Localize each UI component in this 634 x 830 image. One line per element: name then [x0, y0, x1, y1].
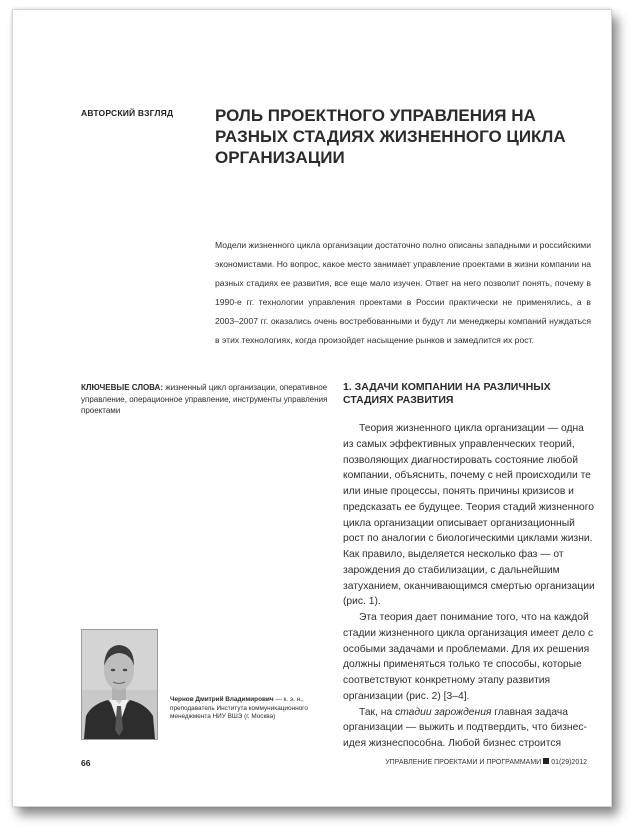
body-paragraph-3-end: главная задача организации — выжить и подтвердить, что бизнес-идея жизнеспособна. Любой бизнес строится: [343, 706, 587, 749]
square-bullet-icon: [543, 758, 549, 764]
body-paragraph-3: [343, 705, 595, 752]
author-name: Чернов Дмитрий Владимирович: [170, 696, 274, 703]
stage-term: стадии зарождения: [395, 706, 492, 718]
author-description: — к. э. н., преподаватель Института коммуникационного менеджмента НИУ ВШЭ (г. Москва): [170, 696, 308, 721]
journal-issue: 01(29)2012: [551, 759, 587, 766]
article-title: РОЛЬ ПРОЕКТНОГО УПРАВЛЕНИЯ НА РАЗНЫХ СТАДИЯХ ЖИЗНЕННОГО ЦИКЛА ОРГАНИЗАЦИИ: [215, 106, 566, 167]
keywords-text: жизненный цикл организации, оперативное управление, операционное управление, инструменты управления проектами: [81, 383, 328, 415]
keywords: [81, 382, 331, 417]
magazine-page: [12, 9, 612, 807]
keywords-label: КЛЮЧЕВЫЕ СЛОВА:: [81, 383, 163, 392]
body-column: [343, 421, 595, 752]
journal-footer: [385, 758, 587, 766]
body-paragraph-3-start: Так, на: [359, 706, 396, 718]
section-heading: 1. ЗАДАЧИ КОМПАНИИ НА РАЗЛИЧНЫХ СТАДИЯХ РАЗВИТИЯ: [343, 381, 551, 406]
author-portrait-icon: [82, 630, 157, 739]
page-number: 66: [81, 758, 91, 768]
body-paragraph-2: Эта теория дает понимание того, что на каждой стадии жизненного цикла организация имеет дело с особыми задачами и проблемами. Для их решения должны применяться только те способы, которые соответствуют конкретному этапу развития организации (рис. 2) [3–4].: [343, 612, 594, 702]
author-photo: [81, 629, 158, 740]
body-paragraph-1: Теория жизненного цикла организации — одна из самых эффективных управленческих теорий, позволяющих диагностировать состояние любой компании, объяснить, почему с ней происходили те или иные процессы, понять причины кризисов и предсказать ее будущее. Теория стадий жизненного цикла организации описывает организационный рост по аналогии с биологическими циклами жизни. Как правило, выделяется несколько фаз — от зарождения до стабилизации, с дальнейшим затуханием, оканчивающимся смертью организации (рис. 1).: [343, 423, 595, 608]
article-abstract: Модели жизненного цикла организации достаточно полно описаны западными и российскими экономистами. Но вопрос, какое место занимает управление проектами в жизни компании на разных стадиях ее развития, все еще мало изучен. Ответ на него позволит понять, почему в 1990-е гг. технологии управления проектами в России практически не применялись, а в 2003–2007 гг. оказались очень востребованными и будут ли менеджеры компаний нуждаться в этих технологиях, когда произойдет насыщение рынков и замедлится их рост.: [215, 240, 592, 345]
author-info: [170, 696, 330, 722]
journal-name: УПРАВЛЕНИЕ ПРОЕКТАМИ И ПРОГРАММАМИ: [385, 759, 542, 766]
section-label: АВТОРСКИЙ ВЗГЛЯД: [81, 108, 174, 118]
